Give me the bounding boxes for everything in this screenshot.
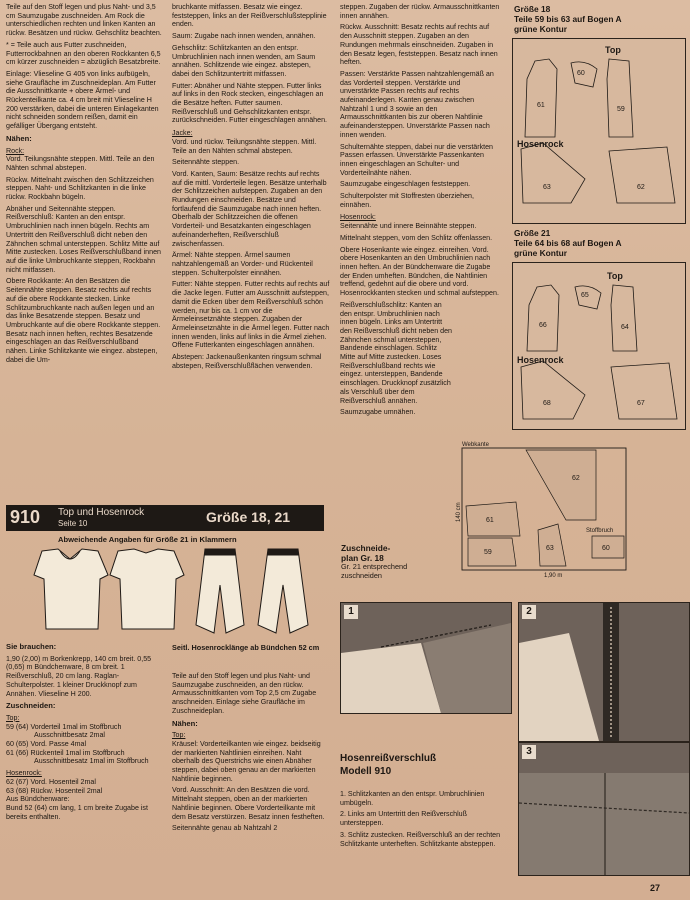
zipper-step: 1. Schlitzkanten an den entspr. Umbruchlinien umbügeln.: [340, 790, 485, 807]
paragraph: Vord. Kanten, Saum: Besätze rechts auf rechts auf die mittl. Vorderteile legen. Besätze unterhalb der Schlitzzeichen aufsteppen. Zugaben an den Rundungen einschneiden. Besätze und fortlaufend die Saumzugabe nach innen heften. Oberhalb der Schlitzzeichen die offenen Vorderteil- und Besatzkanten eingeschlagen aufeinanderheften, Reißverschluß zwischenfassen.: [172, 169, 327, 248]
step-panel-1: [340, 602, 512, 714]
size-21-contour: grüne Kontur: [514, 248, 568, 258]
size-21-pieces: Teile 64 bis 68 auf Bogen A: [514, 238, 622, 248]
paragraph: Obere Hosenkante wie eingez. einreihen. Vord. obere Hosenkanten an den Umbruchlinien nach innen heften. An der Bündchenware die Zugabe der Enden umheften. Bündchen, die Nahtlinien treffend, gedehnt auf die obere und vord. Hosenrockkanten stecken und schmal aufsteppen.: [340, 245, 499, 298]
paragraph: Vord. Teilungsnähte steppen. Mittl. Teile an den Nähten schmal abstepen.: [6, 155, 155, 172]
size-18-contour: grüne Kontur: [514, 24, 568, 34]
top-front-sketch: [34, 549, 108, 629]
paragraph: Rückw. Mittelnaht zwischen den Schlitzzeichen steppen. Naht- und Schlitzkanten in die linke rückw. Rockbahn bügeln.: [6, 175, 154, 202]
garment-sketches: [30, 545, 320, 637]
piece-label: 60: [577, 70, 585, 77]
top-section-label: Top: [605, 45, 621, 55]
model-banner: [6, 505, 324, 531]
section-heading: Nähen:: [172, 718, 198, 728]
paragraph: Futter: Abnäher und Nähte steppen. Futter links auf links in den Rock stecken, eingeschlagen an die Besätze heften. Futter saumen. Reißverschluß und Gehschlitzkanten entspr. zurückschneiden. Futter eingeschlagen annähen.: [172, 81, 327, 125]
cut-item: 63 (68) Rückw. Hosenteil 2mal: [6, 786, 103, 795]
cutting-heading: Zuschneiden:: [6, 701, 56, 711]
model-page-ref: Seite 10: [58, 519, 88, 528]
paragraph: Ärmel: Nähte steppen. Ärmel saumen nahtzahlengemäß an Vorder- und Rückenteil steppen. Schulterpolster einnähen.: [172, 251, 313, 277]
cut-item: Aus Bündchenware:: [6, 795, 70, 804]
cutting-layout: [452, 440, 630, 578]
paragraph: Passen: Verstärkte Passen nahtzahlengemäß an das Vorderteil steppen. Verstärkte und unverstärkte Passen rechts auf rechts aufeinanderlegen. Kanten genau zwischen Nahtzahl 1 und 3 sowie an den Armausschnittkanten bis zur oberen Nahtlinie aufeinandersteppen. Unverstärkte Passen nach innen wenden.: [340, 69, 494, 139]
page-number: 27: [650, 883, 661, 893]
step-3-illustration: [519, 743, 689, 875]
paragraph: Gehschlitz: Schlitzkanten an den entspr. Umbruchlinien nach innen wenden, am Saum annähen. Schlitzende wie eingez. abstepen, dabei den Schlitzuntertritt mitfassen.: [172, 43, 316, 78]
fold-label: Stoffbruch: [586, 528, 614, 534]
hosenrock-section-label: Hosenrock: [517, 139, 564, 149]
step-number: 1: [344, 605, 358, 619]
subsection-label: Hosenrock:: [6, 769, 42, 778]
paragraph: Seitennähte und innere Beinnähte steppen.: [340, 222, 477, 231]
paragraph: Seitennähte genau ab Nahtzahl 2: [172, 824, 278, 833]
zipper-step: 2. Links am Untertritt den Reißverschluß untersteppen.: [340, 810, 467, 828]
cut-item: Ausschnittbesatz 2mal: [34, 731, 105, 740]
step-1-illustration: [341, 603, 511, 713]
materials-and-cutting: [6, 643, 162, 821]
paragraph: Abstepen: Jackenaußenkanten ringsum schmal abstepen, Reißverschlußflächen verwenden.: [172, 353, 322, 370]
paragraph: Mittelnaht steppen, vom den Schlitz offenlassen.: [340, 233, 493, 242]
paragraph: Abnäher und Seitennähte steppen. Reißverschluß: Kanten an den entspr. Umbruchlinien nach innen bügeln. Rechts am Untertritt den Reißverschluß dicht neben den Zähnchen schmal untersteppen. Schlitz Mitte auf Mitte zustecken. Loses Reißverschlußband innen auf die linke Umbruchkante steppen, Rockbahn nicht mitfassen.: [6, 204, 161, 274]
size-18-title: Größe 18: [514, 4, 551, 14]
step-panel-3: [518, 742, 690, 876]
piece-label: 67: [637, 400, 645, 407]
pattern-pieces-size-18: [513, 39, 685, 223]
step-number: 3: [522, 745, 536, 759]
top-back-sketch: [110, 549, 184, 629]
layout-piece-label: 59: [484, 549, 492, 556]
needs-heading: Sie brauchen:: [6, 642, 57, 651]
subsection-label: Hosenrock:: [340, 213, 376, 222]
paragraph: Teile auf den Stoff legen und plus Naht- und Saumzugabe zuschneiden, an den rückw. Armausschnittkanten vom Top 2,5 cm Zugabe anschneiden. Einlage siehe Graufläche im Zuschneideplan.: [172, 672, 317, 715]
model-title: Top und Hosenrock: [58, 507, 145, 518]
cut-item: 61 (66) Rückenteil 1mal im Stoffbruch: [6, 748, 125, 757]
step-number: 2: [522, 605, 536, 619]
cut-item: 62 (67) Vord. Hosenteil 2mal: [6, 777, 96, 786]
zipper-title-line: Hosenreißverschluß: [340, 753, 437, 764]
subsection-label: Top:: [172, 731, 186, 740]
needs-text: 1,90 (2,00) m Borkenkrepp, 140 cm breit. 0,55 (0,65) m Bündchenware, 8 cm breit. 1 Reißverschluß, 20 cm lang. Raglan-Schulterpolster. 1 kleiner Druckknopf zum Annähen. Vlieseline H 200.: [6, 654, 152, 698]
paragraph: bruchkante mitfassen. Besatz wie eingez. feststeppen, links an der Reißverschlußstepplinie enden.: [172, 3, 327, 29]
piece-label: 68: [543, 400, 551, 407]
step-panel-2: [518, 602, 690, 742]
piece-label: 66: [539, 322, 547, 329]
layout-piece-label: 62: [572, 475, 580, 482]
fabric-height-label: 140 cm: [456, 502, 462, 522]
culottes-front-sketch: [196, 549, 244, 633]
subsection-label: Top:: [6, 713, 20, 722]
instructions-column-2: [172, 3, 330, 373]
cutting-plan-caption: [341, 543, 453, 581]
paragraph: Reißverschlußschlitz: Kanten an den entspr. Umbruchlinien nach innen bügeln. Links am Untertritt den Reißverschluß dicht neben den Zähnchen schmal untersteppen, Bandende einschlagen. Schlitz Mitte auf Mitte zustecken. Loses Reißverschlußband rechts wie eingez. untersteppen, Bandende einschlagen. Druckknopf zusätzlich als Verschluß über dem Reißverschluß annähen.: [340, 300, 452, 405]
zipper-title: [340, 752, 436, 778]
piece-label: 59: [617, 106, 625, 113]
variant-note: Abweichende Angaben für Größe 21 in Klammern: [58, 535, 237, 544]
paragraph: Schulterpolster mit Stoffresten überziehen, einnähen.: [340, 192, 474, 209]
subsection-label: Rock:: [6, 146, 25, 155]
paragraph: Obere Rockkante: An den Besätzen die Seitennähte steppen. Besatz rechts auf rechts auf die obere Rockkante stecken. Linke Schlitzumbruchkante nach außen legen und an das linke Besatzende steppen. Besatz und Umbruchkante auf die obere Rockkante steppen. Besatz nach innen heften, rechtes Besatzende eingeschlagen an das Reißverschlußband nähen. Linke Schlitzkante wie eingez. abstepen, dabei die Um-: [6, 277, 161, 364]
size-18-pieces: Teile 59 bis 63 auf Bogen A: [514, 14, 622, 24]
cut-item: 59 (64) Vorderteil 1mal im Stoffbruch: [6, 722, 122, 731]
paragraph: Saum: Zugabe nach innen wenden, annähen.: [172, 32, 316, 41]
section-heading: Nähen:: [6, 133, 32, 143]
cutting-plan-note: Gr. 21 entsprechend zuschneiden: [341, 562, 408, 580]
paragraph: Teile auf den Stoff legen und plus Naht- und 3,5 cm Saumzugabe zuschneiden. Am Rock die unterschiedlichen rechten und linken Kanten an rückw. Besätzen und rückw. Gehschlitz beachten.: [6, 3, 162, 38]
piece-label: 65: [581, 292, 589, 299]
subsection-label: Jacke:: [172, 129, 193, 138]
layout-piece-label: 63: [546, 545, 554, 552]
top-section-label: Top: [607, 271, 623, 281]
selvage-label: Webkante: [462, 442, 489, 448]
fabric-width-label: 1,90 m: [544, 573, 563, 578]
size-21-title: Größe 21: [514, 228, 551, 238]
instructions-column-3: [340, 3, 500, 420]
paragraph: Vord. und rückw. Teilungsnähte steppen. Mittl. Teile an den Nähten schmal abstepen.: [172, 137, 317, 155]
size-21-label: [514, 228, 622, 258]
paragraph: Kräusel: Vorderteilkanten wie eingez. beidseitig der markierten Nahtlinien einreihen. Naht oberhalb des Querstrichs wie einen Abnäher steppen, dabei oben genau an der markierten Nahtlinie beginnen.: [172, 739, 321, 783]
paragraph: * = Teile auch aus Futter zuschneiden, Futterrockbahnen an den oberen Rockkanten 6,5 cm kürzer zuschneiden = abzüglich Besatzbreite.: [6, 40, 161, 67]
length-note: Seitl. Hosenrocklänge ab Bündchen 52 cm: [172, 643, 320, 652]
cutting-plan-title: Zuschneide-plan Gr. 18: [341, 543, 391, 563]
paragraph: steppen. Zugaben der rückw. Armausschnittkanten innen annähen.: [340, 3, 500, 20]
culottes-back-sketch: [258, 549, 308, 633]
cut-item: Bund 52 (64) cm lang, 1 cm breite Zugabe ist bereits enthalten.: [6, 803, 148, 821]
pattern-sheet-size-21: [512, 262, 686, 430]
hosenrock-section-label: Hosenrock: [517, 355, 564, 365]
instructions-column-2-lower: [172, 672, 330, 836]
piece-label: 62: [637, 184, 645, 191]
paragraph: Schulternähte steppen, dabei nur die verstärkten Passen erfassen. Unverstärkte Passenkanten innen eingeschlagen an Schulter- und Vorderteilnähte nähen.: [340, 142, 494, 177]
paragraph: Saumzugabe eingeschlagen feststeppen.: [340, 180, 471, 189]
piece-label: 64: [621, 324, 629, 331]
cut-item: Ausschnittbesatz 1mal im Stoffbruch: [34, 757, 149, 766]
paragraph: Seitennähte steppen.: [172, 158, 240, 167]
paragraph: Rückw. Ausschnitt: Besatz rechts auf rechts auf den Ausschnitt steppen. Zugaben an den Rundungen mehrmals einschneiden. Zugaben in den Besatz legen, feststeppen. Besatz nach innen heften.: [340, 23, 498, 67]
instructions-column-1: [6, 3, 162, 367]
piece-label: 63: [543, 184, 551, 191]
cut-item: 60 (65) Vord. Passe 4mal: [6, 740, 87, 749]
step-2-illustration: [519, 603, 689, 741]
size-18-label: [514, 4, 622, 34]
layout-piece-label: 60: [602, 545, 610, 552]
pattern-pieces-size-21: [513, 263, 685, 429]
model-number: 910: [10, 507, 41, 527]
layout-piece-label: 61: [486, 517, 494, 524]
paragraph: Saumzugabe umnähen.: [340, 408, 416, 417]
zipper-model-line: Modell 910: [340, 766, 392, 777]
model-size: Größe 18, 21: [206, 509, 291, 525]
pattern-sheet-size-18: [512, 38, 686, 224]
paragraph: Futter: Nähte steppen. Futter rechts auf rechts auf die Jacke legen. Futter am Ausschnitt aufsteppen, damit die Ecken über dem Reißverschluß schön werden, nur bis ca. 1 cm vor die Ärmeleinsetznähte steppen. Zugaben der Ärmeleinsetznähte in die Ärmel legen. Futter nach innen wenden, links auf links in die Ärmel ziehen. Offene Futterkanten eingeschlagen annähen.: [172, 280, 330, 350]
piece-label: 61: [537, 102, 545, 109]
paragraph: Einlage: Vlieseline G 405 von links aufbügeln, siehe Graufläche im Zuschneideplan. Am Futter die Ausschnittkante + obere Ärmel- und Rückenteilkante ca. 4 cm breit mit Vlieseline H 200 verstärken, dabei die unteren Einlagekanten nicht schneiden sondern reißen, damit ein gefälliger Übergang entsteht.: [6, 69, 159, 131]
zipper-step: 3. Schlitz zustecken. Reißverschluß an der rechten Schlitzkante unterheften. Schlitzkante absteppen.: [340, 830, 501, 848]
zipper-steps: [340, 790, 508, 851]
paragraph: Vord. Ausschnitt: An den Besätzen die vord. Mittelnaht steppen, oben an der markierten Nahtlinie beginnen. Obere Vorderteilkante mit dem Besatz verstürzen. Besatz innen festheften.: [172, 786, 325, 821]
